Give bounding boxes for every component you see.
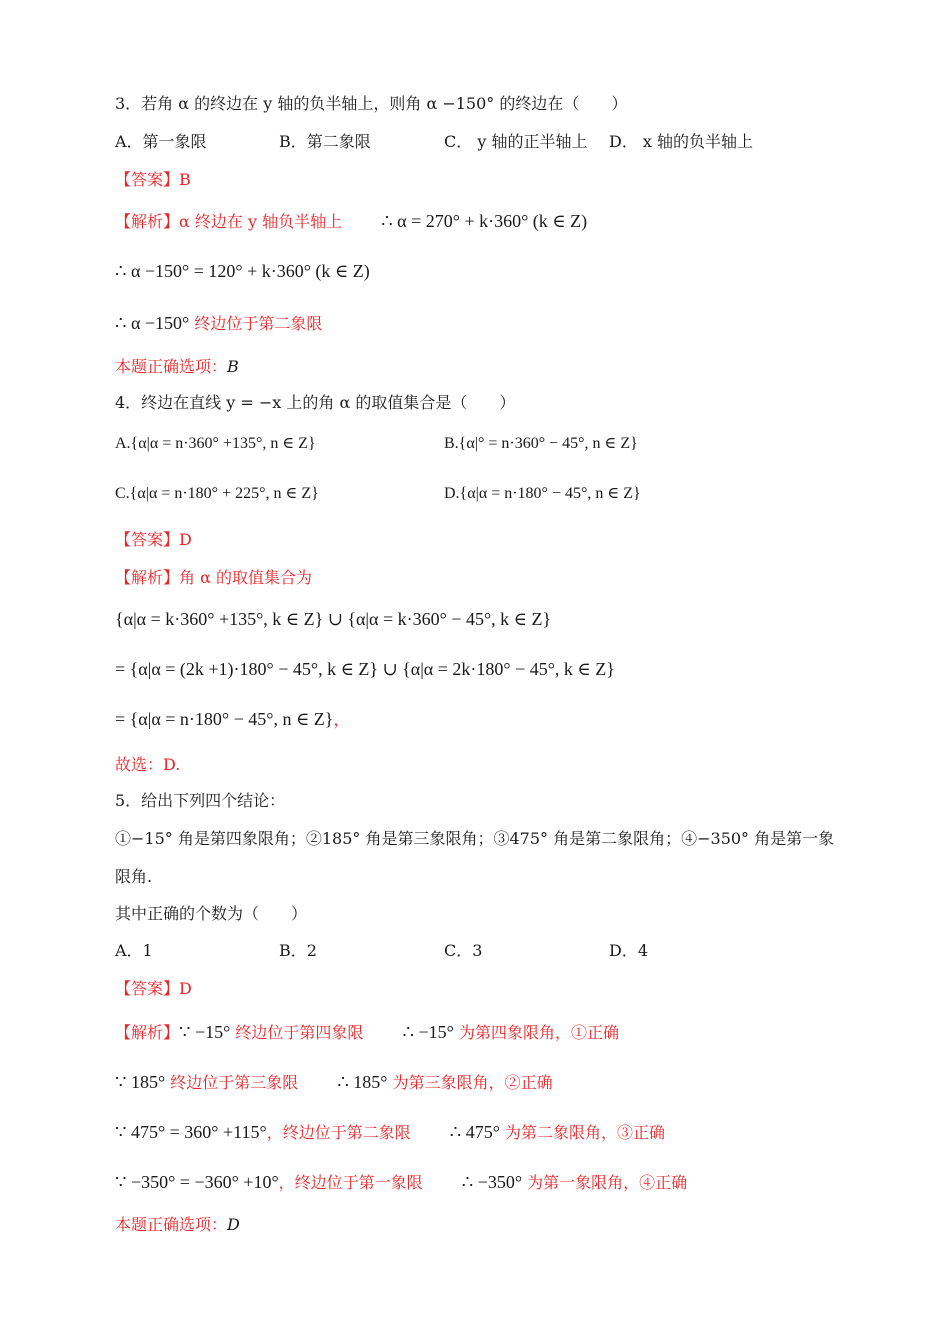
q4-option-c: C.{α|α = n·180° + 225°, n ∈ Z} xyxy=(115,485,319,502)
q5-row-1-text-2: 为第四象限角，①正确 xyxy=(458,1023,619,1042)
q5-stem: 5．给出下列四个结论： xyxy=(115,791,286,810)
q4-step-3-tail: ， xyxy=(333,710,350,729)
q4-step-1: {α|α = k·360° +135°, k ∈ Z} ∪ {α|α = k·360° − 45°, k ∈ Z} xyxy=(115,609,552,629)
q4-option-a: A.{α|α = n·360° +135°, n ∈ Z} xyxy=(115,435,316,452)
q5-row-3-math-2: ∴ 475° xyxy=(449,1122,500,1142)
q5-statements-1: ①−15° 角是第四象限角；②185° 角是第三象限角；③475° 角是第二象限角；④−350° 角是第一象 xyxy=(115,829,835,848)
q5-row-4-text-1: ，终边位于第一象限 xyxy=(278,1173,423,1192)
q4-option-d: D.{α|α = n·180° − 45°, n ∈ Z} xyxy=(444,485,641,502)
q5-row-2-math-2: ∴ 185° xyxy=(337,1072,388,1092)
q5-row-4-text-2: 为第一象限角，④正确 xyxy=(527,1173,688,1192)
q4-step-3: = {α|α = n·180° − 45°, n ∈ Z} xyxy=(115,709,334,729)
q3-analysis-label: 【解析】 xyxy=(115,212,180,231)
q5-row-1-text-1: 终边位于第四象限 xyxy=(235,1023,364,1042)
q4-analysis-text: 角 α 的取值集合为 xyxy=(179,568,312,587)
q3-conclusion xyxy=(115,359,239,375)
q5-row-4-math-2: ∴ −350° xyxy=(461,1172,523,1192)
q5-analysis-label: 【解析】 xyxy=(115,1023,180,1042)
q4-analysis-label: 【解析】 xyxy=(115,568,180,587)
q3-analysis-3-text: 终边位于第二象限 xyxy=(194,314,323,333)
q5-row-3-text-1: ，终边位于第二象限 xyxy=(266,1123,411,1142)
q5-row-1-math-2: ∴ −15° xyxy=(402,1022,454,1042)
q3-conclusion-value: B xyxy=(227,357,239,376)
q5-conclusion xyxy=(115,1217,240,1233)
q3-analysis-3 xyxy=(115,314,322,332)
q5-conclusion-label: 本题正确选项： xyxy=(115,1215,228,1234)
q3-option-c: C． y 轴的正半轴上 xyxy=(444,132,588,151)
q5-option-a: A．1 xyxy=(115,941,153,960)
q5-row-3-text-2: 为第二象限角，③正确 xyxy=(505,1123,666,1142)
q3-analysis-3-math: ∴ α −150° xyxy=(115,313,190,333)
q3-conclusion-label: 本题正确选项： xyxy=(115,357,228,376)
q3-analysis-1-text: α 终边在 y 轴负半轴上 xyxy=(179,212,343,231)
q4-option-b: B.{α|° = n·360° − 45°, n ∈ Z} xyxy=(444,435,638,452)
q5-analysis-row-2 xyxy=(115,1073,553,1091)
q5-row-2-text-2: 为第三象限角，②正确 xyxy=(392,1073,553,1092)
q3-analysis-2-math: ∴ α −150° = 120° + k·360° (k ∈ Z) xyxy=(115,261,370,281)
q3-analysis-1-math: ∴ α = 270° + k·360° (k ∈ Z) xyxy=(381,211,588,231)
q5-row-2-text-1: 终边位于第三象限 xyxy=(170,1073,299,1092)
q4-conclusion: 故选：D. xyxy=(115,755,181,774)
q5-analysis-row-1 xyxy=(115,1023,619,1041)
q5-row-2-math-1: ∵ 185° xyxy=(115,1072,166,1092)
q5-option-d: D．4 xyxy=(609,941,649,960)
q5-answer: 【答案】D xyxy=(115,979,192,998)
q4-stem: 4．终边在直线 y = −x 上的角 α 的取值集合是（ ） xyxy=(115,393,516,412)
q3-option-d: D． x 轴的负半轴上 xyxy=(609,132,754,151)
q4-analysis xyxy=(115,570,312,586)
q4-step-2: = {α|α = (2k +1)·180° − 45°, k ∈ Z} ∪ {α|α = 2k·180° − 45°, k ∈ Z} xyxy=(115,659,615,679)
q3-answer: 【答案】B xyxy=(115,170,191,189)
q5-analysis-row-4 xyxy=(115,1173,687,1191)
q4-step-3-line xyxy=(115,710,349,728)
q5-option-b: B．2 xyxy=(279,941,317,960)
q3-stem: 3．若角 α 的终边在 y 轴的负半轴上，则角 α −150° 的终边在（ ） xyxy=(115,94,628,113)
q5-option-c: C．3 xyxy=(444,941,483,960)
q3-option-a: A．第一象限 xyxy=(115,132,207,151)
q5-statements-2: 限角. xyxy=(115,867,153,886)
q3-option-b: B．第二象限 xyxy=(279,132,371,151)
q5-row-3-math-1: ∵ 475° = 360° +115° xyxy=(115,1122,267,1142)
q5-row-1-math-1: ∵ −15° xyxy=(179,1022,231,1042)
q5-question: 其中正确的个数为（ ） xyxy=(115,904,308,923)
q4-answer: 【答案】D xyxy=(115,530,192,549)
q5-row-4-math-1: ∵ −350° = −360° +10° xyxy=(115,1172,279,1192)
q5-analysis-row-3 xyxy=(115,1123,665,1141)
q3-analysis-1 xyxy=(115,212,587,230)
q5-conclusion-value: D xyxy=(227,1215,240,1234)
